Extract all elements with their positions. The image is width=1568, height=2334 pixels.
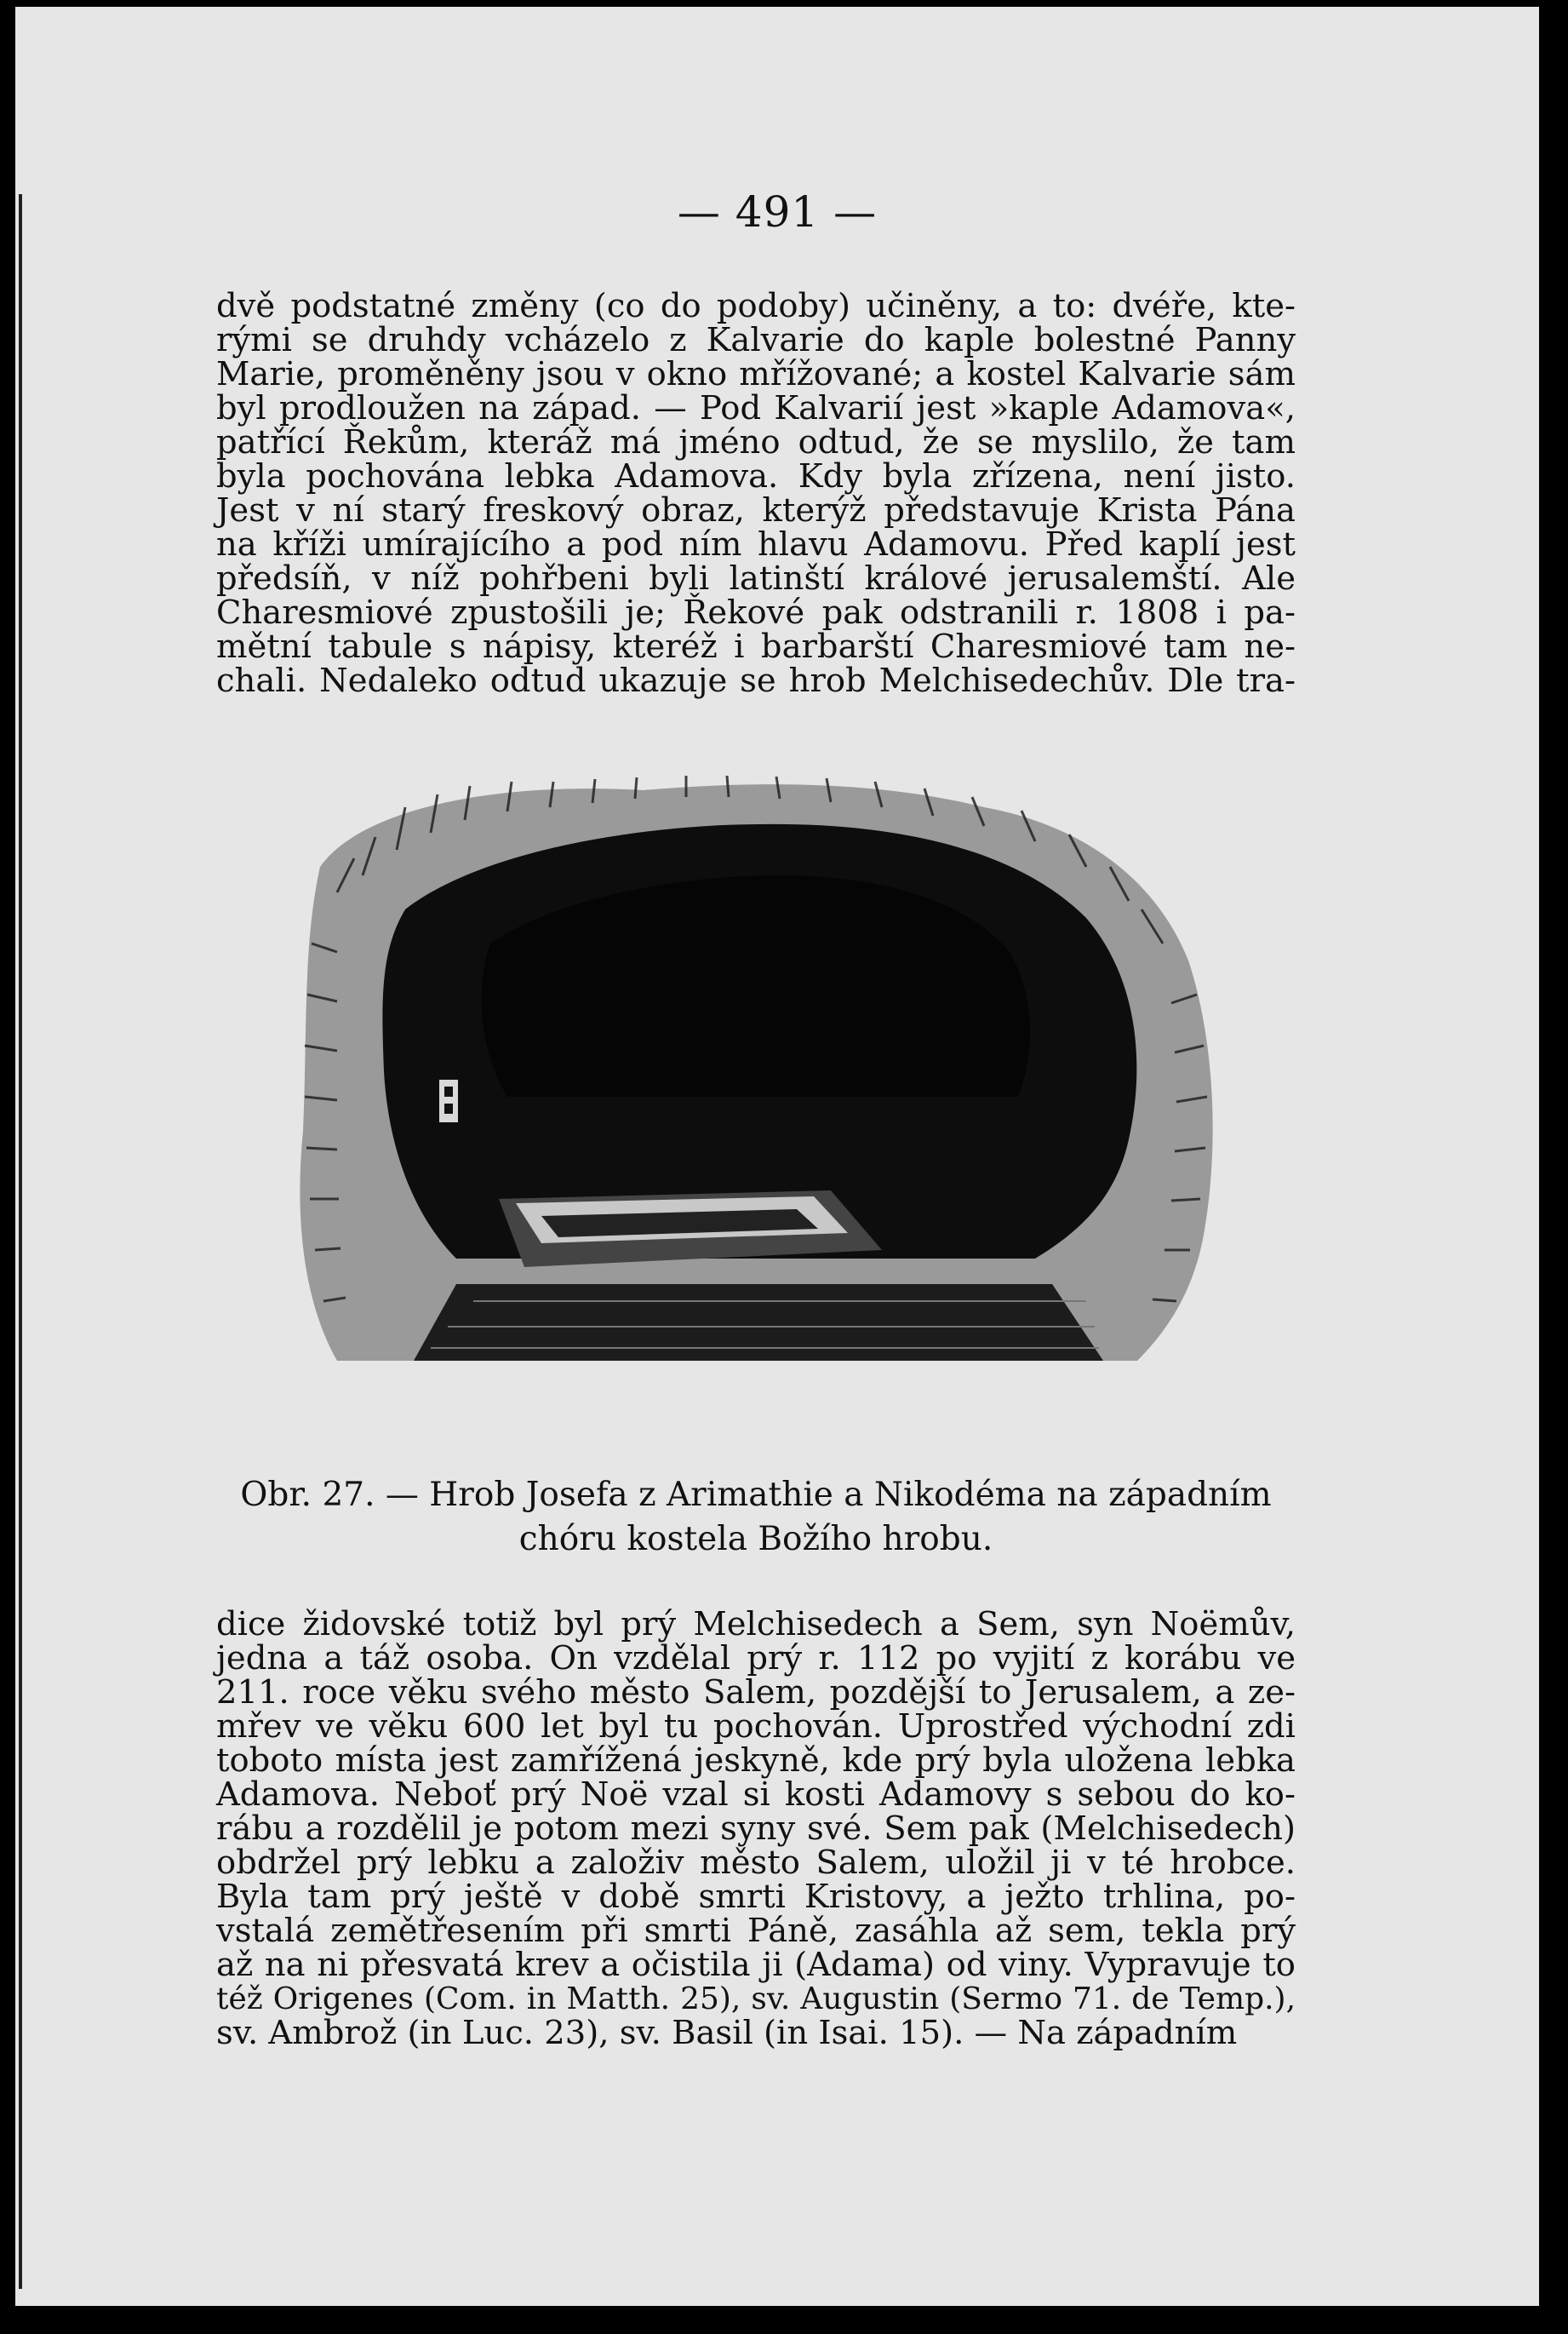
text-line: Jest v ní starý freskový obraz, kterýž představuje Krista Pána xyxy=(216,491,1296,530)
page-binding-edge xyxy=(19,194,22,2289)
cave-engraving-icon xyxy=(286,773,1226,1369)
text-line: byl prodloužen na západ. — Pod Kalvarií jest »kaple Adamova«, xyxy=(216,389,1296,427)
text-line: mřev ve věku 600 let byl tu pochován. Uprostřed východní zdi xyxy=(216,1707,1296,1746)
text-line: dvě podstatné změny (co do podoby) učiněny, a to: dvéře, kte- xyxy=(216,287,1296,325)
tomb-illustration xyxy=(286,773,1226,1369)
paragraph-bottom xyxy=(216,1605,1296,2052)
text-line: 211. roce věku svého město Salem, pozdější to Jerusalem, a ze- xyxy=(216,1673,1296,1712)
text-line: chali. Nedaleko odtud ukazuje se hrob Melchisedechův. Dle tra- xyxy=(216,662,1296,700)
text-line: až na ni přesvatá krev a očistila ji (Adama) od viny. Vypravuje to xyxy=(216,1946,1296,1984)
page-number: — 491 — xyxy=(677,187,878,237)
text-line: mětní tabule s nápisy, kteréž i barbarští Charesmiové tam ne- xyxy=(216,628,1296,666)
text-line: na kříži umírajícího a pod ním hlavu Adamovu. Před kaplí jest xyxy=(216,525,1296,564)
figure-caption xyxy=(216,1473,1296,1562)
text-line: Adamova. Neboť prý Noë vzal si kosti Adamovy s sebou do ko- xyxy=(216,1775,1296,1814)
text-line: byla pochována lebka Adamova. Kdy byla zřízena, není jisto. xyxy=(216,457,1296,496)
text-line: Byla tam prý ještě v době smrti Kristovy, a ježto trhlina, po- xyxy=(216,1878,1296,1916)
text-line: toboto místa jest zamřížená jeskyně, kde prý byla uložena lebka xyxy=(216,1741,1296,1780)
text-line: též Origenes (Com. in Matth. 25), sv. Augustin (Sermo 71. de Temp.), xyxy=(216,1981,1296,2016)
text-line: Charesmiové zpustošili je; Řekové pak odstranili r. 1808 i pa- xyxy=(216,594,1296,632)
text-line: předsíň, v níž pohřbeni byli latinští králové jerusalemští. Ale xyxy=(216,559,1296,598)
text-line: Marie, proměněny jsou v okno mřížované; a kostel Kalvarie sám xyxy=(216,355,1296,393)
text-line: rými se druhdy vcházelo z Kalvarie do kaple bolestné Panny xyxy=(216,321,1296,359)
text-line: dice židovské totiž byl prý Melchisedech a Sem, syn Noëmův, xyxy=(216,1605,1296,1643)
text-line: rábu a rozdělil je potom mezi syny své. Sem pak (Melchisedech) xyxy=(216,1809,1296,1848)
paragraph-top xyxy=(216,287,1296,700)
text-line: sv. Ambrož (in Luc. 23), sv. Basil (in Isai. 15). — Na západním xyxy=(216,2014,1238,2052)
text-line: patřící Řekům, kteráž má jméno odtud, že se myslilo, že tam xyxy=(216,423,1296,462)
book-page xyxy=(15,7,1539,2306)
caption-line: chóru kostela Božího hrobu. xyxy=(518,1520,993,1558)
text-line: obdržel prý lebku a založiv město Salem, uložil ji v té hrobce. xyxy=(216,1844,1296,1882)
text-line: vstalá zemětřesením při smrti Páně, zasáhla až sem, tekla prý xyxy=(216,1912,1296,1950)
text-line: jedna a táž osoba. On vzdělal prý r. 112 po vyjití z korábu ve xyxy=(216,1639,1296,1677)
caption-line: Obr. 27. — Hrob Josefa z Arimathie a Nikodéma na západním xyxy=(240,1476,1272,1514)
